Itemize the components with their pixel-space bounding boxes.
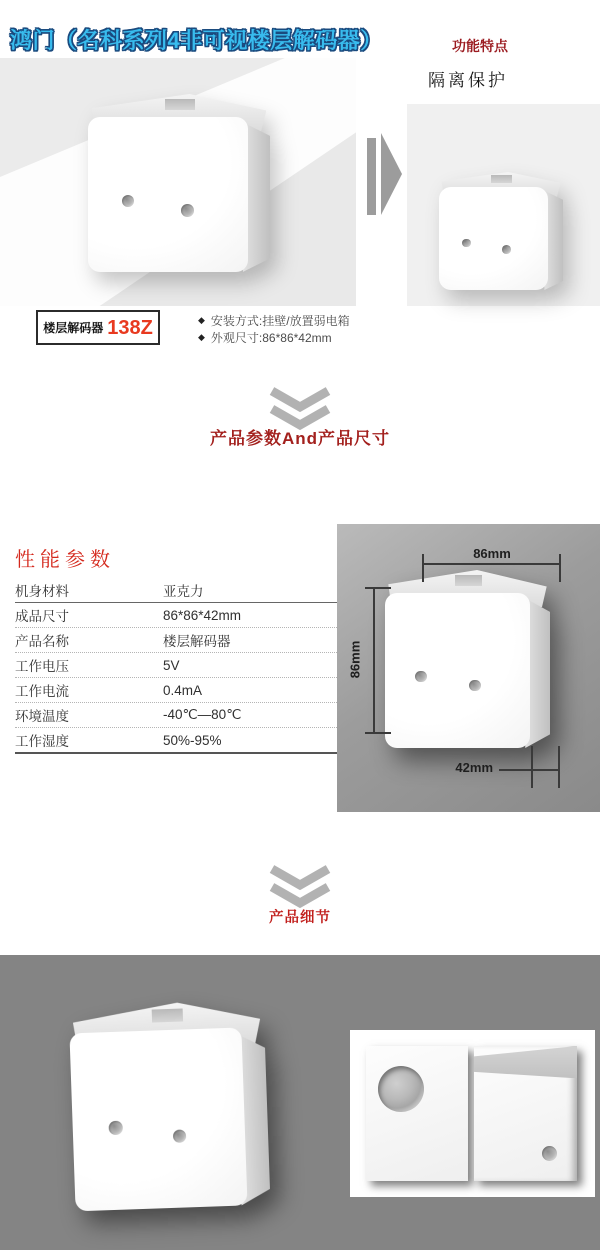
spec-label: 工作电流 [15, 684, 69, 699]
spec-value: 楼层解码器 [163, 634, 231, 649]
dimension-tick [531, 746, 533, 788]
spec-label: 环境温度 [15, 709, 69, 724]
spec-bullet-list [198, 312, 350, 346]
diamond-bullet-icon: ◆ [198, 332, 205, 342]
detail-close-up-panel [350, 1030, 595, 1197]
list-item [198, 312, 350, 329]
feature-item-label: 隔离保护 [428, 71, 508, 90]
spec-value: 0.4mA [163, 682, 203, 698]
spec-value: 5V [163, 657, 180, 673]
table-row [15, 628, 337, 653]
device-notch [491, 175, 511, 182]
spec-label: 机身材料 [15, 584, 69, 599]
spec-label: 产品名称 [15, 634, 69, 649]
spec-label: 成品尺寸 [15, 609, 69, 624]
spec-value: 86*86*42mm [163, 607, 242, 623]
device-photo-main [88, 94, 270, 272]
bullet-text: 安装方式:挂壁/放置弱电箱 [210, 314, 350, 328]
performance-table [15, 578, 337, 754]
screw-hole-icon [181, 204, 194, 217]
spec-value: 亚克力 [163, 584, 204, 599]
spec-value: 50%-95% [163, 732, 222, 748]
device-top-edge [474, 1046, 577, 1078]
table-row [15, 653, 337, 678]
bullet-text: 外观尺寸:86*86*42mm [210, 331, 332, 345]
table-row [15, 728, 337, 754]
device-front-face [69, 1027, 247, 1211]
features-heading: 功能特点 [452, 38, 508, 54]
device-front-face [439, 187, 548, 290]
spec-label: 工作电压 [15, 659, 69, 674]
dimension-line [499, 769, 558, 771]
detail-crop-corner [474, 1046, 577, 1181]
feature-product-image [407, 104, 600, 306]
table-row [15, 678, 337, 703]
product-details-section [0, 955, 600, 1250]
table-row [15, 703, 337, 728]
device-photo-small [439, 172, 563, 290]
screw-hole-icon [109, 1120, 123, 1134]
screw-hole-icon [415, 671, 427, 683]
screw-hole-icon [122, 195, 135, 208]
list-item [198, 329, 350, 346]
device-notch [165, 99, 195, 110]
dimension-line [373, 587, 375, 733]
screw-hole-close-up-icon [378, 1066, 424, 1112]
product-tag-box [36, 310, 160, 345]
device-notch [151, 1008, 183, 1022]
double-chevron-down-icon [269, 864, 331, 910]
spec-label: 工作湿度 [15, 734, 69, 749]
dimension-tick [558, 746, 560, 788]
right-arrow-icon [381, 133, 402, 215]
product-name-label: 楼层解码器 [43, 321, 104, 335]
screw-hole-icon [462, 239, 471, 248]
detail-crop-hole [366, 1046, 468, 1181]
device-photo-detail [68, 1000, 270, 1212]
product-model-label: 138Z [107, 316, 153, 339]
dimension-line [422, 563, 560, 565]
dimension-tick [559, 554, 561, 582]
width-dimension-label: 86mm [473, 546, 511, 561]
table-row [15, 578, 337, 603]
dimension-tick [365, 587, 391, 589]
performance-heading: 性能参数 [15, 549, 115, 571]
table-row [15, 603, 337, 628]
depth-dimension-label: 42mm [455, 760, 493, 775]
dimension-tick [422, 554, 424, 582]
main-product-image [0, 58, 356, 306]
device-front-face [88, 117, 248, 272]
device-notch [455, 575, 482, 586]
screw-hole-icon [469, 680, 481, 692]
screw-hole-icon [542, 1146, 557, 1161]
spec-value: -40℃—80℃ [163, 707, 242, 722]
height-dimension-label: 86mm [347, 640, 363, 679]
section-title-params: 产品参数And产品尺寸 [209, 429, 391, 448]
screw-hole-icon [172, 1129, 186, 1143]
device-photo-dimensions [385, 570, 550, 748]
section-title-details: 产品细节 [269, 910, 331, 926]
diamond-bullet-icon: ◆ [198, 315, 205, 325]
dimension-tick [365, 732, 391, 734]
page-title: 鸿门（名科系列4非可视楼层解码器） [10, 28, 383, 53]
dimension-figure [337, 524, 600, 812]
right-arrow-icon [367, 138, 376, 215]
screw-hole-icon [502, 245, 511, 254]
device-front-face [385, 593, 530, 748]
